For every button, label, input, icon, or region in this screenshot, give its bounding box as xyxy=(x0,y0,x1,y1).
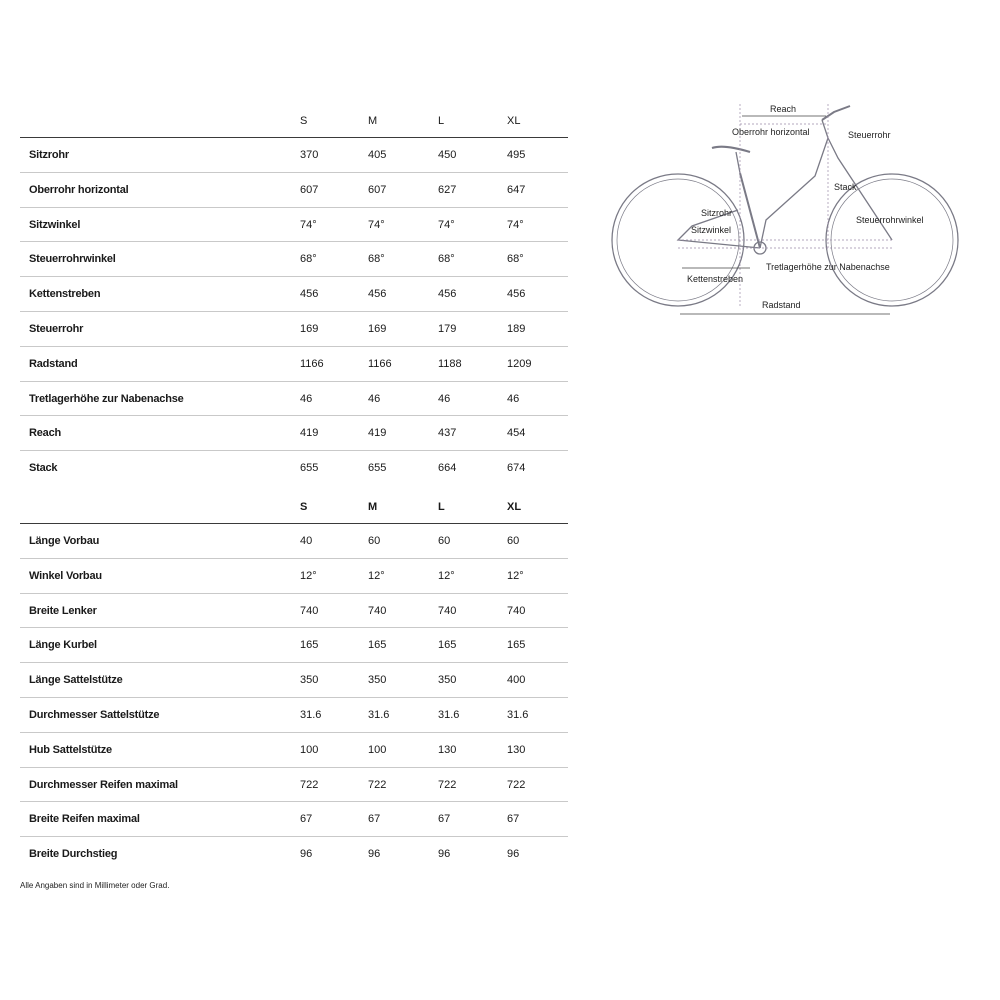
row-label: Breite Lenker xyxy=(29,604,97,617)
row-label: Breite Durchstieg xyxy=(29,848,118,861)
cell-m: 405 xyxy=(368,149,387,161)
table-row xyxy=(20,138,568,173)
cell-l: 722 xyxy=(438,778,457,791)
cell-xl: 74° xyxy=(507,218,524,231)
diagram-label-stack: Stack xyxy=(834,182,857,192)
cell-l: 627 xyxy=(438,183,457,196)
cell-s: 74° xyxy=(300,218,317,231)
table-row xyxy=(20,416,568,451)
size-header-l: L xyxy=(438,115,445,127)
saddle-post xyxy=(736,152,740,173)
cell-s: 40 xyxy=(300,535,313,547)
diagram-label-head-angle: Steuerrohrwinkel xyxy=(856,215,924,225)
diagram-label-chainstay: Kettenstreben xyxy=(687,274,744,284)
diagram-label-wheelbase: Radstand xyxy=(762,300,801,310)
cell-m: 607 xyxy=(368,183,387,196)
cell-m: 68° xyxy=(368,253,385,266)
cell-xl: 1209 xyxy=(507,357,532,370)
cell-m: 169 xyxy=(368,322,387,335)
cell-l: 60 xyxy=(438,535,451,547)
cell-s: 169 xyxy=(300,322,319,335)
size-header-s: S xyxy=(300,501,308,513)
size-header-s: S xyxy=(300,115,308,127)
table-row xyxy=(20,837,568,871)
diagram-label-bb-drop: Tretlagerhöhe zur Nabenachse xyxy=(766,262,890,272)
cell-m: 12° xyxy=(368,569,385,582)
cell-l: 179 xyxy=(438,322,457,335)
table-row xyxy=(20,347,568,382)
diagram-label-reach: Reach xyxy=(770,104,797,114)
row-label: Steuerrohrwinkel xyxy=(29,253,116,266)
cell-s: 67 xyxy=(300,813,313,826)
row-label: Breite Reifen maximal xyxy=(29,813,140,826)
cell-xl: 68° xyxy=(507,253,524,266)
frame-stem xyxy=(822,106,850,120)
cell-l: 664 xyxy=(438,462,457,475)
row-label: Oberrohr horizontal xyxy=(29,183,129,196)
row-label: Sitzrohr xyxy=(29,149,69,161)
cell-s: 456 xyxy=(300,288,319,301)
table-row xyxy=(20,594,568,629)
cell-l: 46 xyxy=(438,392,451,405)
row-label: Hub Sattelstütze xyxy=(29,743,112,756)
row-label: Reach xyxy=(29,427,62,440)
cell-m: 74° xyxy=(368,218,385,231)
table-row xyxy=(20,242,568,277)
table-row xyxy=(20,628,568,663)
table-row xyxy=(20,802,568,837)
size-header-xl: XL xyxy=(507,115,521,127)
cell-m: 655 xyxy=(368,462,387,475)
cell-xl: 400 xyxy=(507,674,526,687)
row-label: Kettenstreben xyxy=(29,288,101,301)
table-row xyxy=(20,733,568,768)
cell-xl: 31.6 xyxy=(507,708,529,721)
cell-xl: 454 xyxy=(507,427,526,440)
cell-xl: 165 xyxy=(507,639,526,652)
cell-m: 46 xyxy=(368,392,381,405)
frame-down-tube xyxy=(760,138,828,248)
cell-xl: 60 xyxy=(507,535,520,547)
cell-xl: 647 xyxy=(507,183,526,196)
diagram-label-seat-tube: Sitzrohr xyxy=(701,208,733,218)
components-table xyxy=(20,493,568,871)
cell-xl: 12° xyxy=(507,569,524,582)
table-row xyxy=(20,524,568,559)
table-row xyxy=(20,698,568,733)
size-header-xl: XL xyxy=(507,501,522,513)
cell-m: 67 xyxy=(368,813,381,826)
cell-m: 60 xyxy=(368,535,381,547)
cell-xl: 740 xyxy=(507,604,526,617)
row-label: Radstand xyxy=(29,357,78,370)
cell-xl: 495 xyxy=(507,149,526,161)
row-label: Durchmesser Reifen maximal xyxy=(29,778,178,791)
cell-m: 31.6 xyxy=(368,708,390,721)
cell-s: 607 xyxy=(300,183,319,196)
cell-xl: 456 xyxy=(507,288,526,301)
cell-l: 68° xyxy=(438,253,455,266)
size-header-m: M xyxy=(368,501,378,513)
table-row xyxy=(20,173,568,208)
cell-l: 350 xyxy=(438,674,457,687)
cell-l: 165 xyxy=(438,639,457,652)
bike-geometry-diagram xyxy=(600,98,980,328)
cell-s: 165 xyxy=(300,639,319,652)
row-label: Tretlagerhöhe zur Nabenachse xyxy=(29,392,184,405)
cell-m: 100 xyxy=(368,743,387,756)
cell-s: 419 xyxy=(300,427,319,440)
cell-l: 96 xyxy=(438,848,451,861)
row-label: Steuerrohr xyxy=(29,322,84,335)
cell-m: 165 xyxy=(368,639,387,652)
row-label: Länge Kurbel xyxy=(29,639,97,652)
cell-s: 370 xyxy=(300,149,319,161)
cell-m: 350 xyxy=(368,674,387,687)
cell-xl: 46 xyxy=(507,392,520,405)
cell-l: 450 xyxy=(438,149,457,161)
cell-xl: 96 xyxy=(507,848,520,861)
footnote: Alle Angaben sind in Millimeter oder Grad. xyxy=(20,881,170,890)
cell-m: 740 xyxy=(368,604,387,617)
cell-l: 67 xyxy=(438,813,451,826)
saddle xyxy=(712,147,750,152)
frame-headtube xyxy=(822,120,828,138)
table-row xyxy=(20,382,568,417)
cell-l: 74° xyxy=(438,218,455,231)
cell-s: 31.6 xyxy=(300,708,322,721)
cell-xl: 674 xyxy=(507,462,526,475)
table-row xyxy=(20,663,568,698)
cell-m: 1166 xyxy=(368,357,392,370)
row-label: Sitzwinkel xyxy=(29,218,81,231)
row-label: Stack xyxy=(29,462,58,475)
cell-s: 46 xyxy=(300,392,313,405)
cell-l: 740 xyxy=(438,604,457,617)
cell-m: 456 xyxy=(368,288,387,301)
cell-l: 456 xyxy=(438,288,457,301)
table-row xyxy=(20,768,568,803)
cell-s: 68° xyxy=(300,253,317,266)
row-label: Länge Sattelstütze xyxy=(29,674,123,687)
size-header-l: L xyxy=(438,501,445,513)
table-row xyxy=(20,277,568,312)
cell-s: 1166 xyxy=(300,357,324,370)
cell-m: 722 xyxy=(368,778,387,791)
cell-l: 130 xyxy=(438,743,457,756)
diagram-label-seat-angle: Sitzwinkel xyxy=(691,225,732,235)
cell-l: 12° xyxy=(438,569,455,582)
frame-seat-tube xyxy=(740,173,760,248)
cell-s: 350 xyxy=(300,674,319,687)
cell-xl: 130 xyxy=(507,743,526,756)
row-label: Durchmesser Sattelstütze xyxy=(29,708,160,721)
cell-xl: 189 xyxy=(507,322,526,335)
table-row xyxy=(20,451,568,485)
cell-xl: 67 xyxy=(507,813,520,826)
cell-xl: 722 xyxy=(507,778,526,791)
cell-m: 96 xyxy=(368,848,381,861)
diagram-label-head-tube: Steuerrohr xyxy=(848,130,891,140)
cell-s: 96 xyxy=(300,848,313,861)
table-row xyxy=(20,208,568,243)
cell-s: 740 xyxy=(300,604,319,617)
geometry-table xyxy=(20,107,568,485)
row-label: Winkel Vorbau xyxy=(29,569,102,582)
geometry-table-header xyxy=(20,107,568,138)
cell-s: 655 xyxy=(300,462,319,475)
cell-l: 31.6 xyxy=(438,708,460,721)
size-header-m: M xyxy=(368,115,378,127)
components-table-header xyxy=(20,493,568,524)
cell-l: 1188 xyxy=(438,357,462,370)
cell-s: 722 xyxy=(300,778,319,791)
cell-s: 12° xyxy=(300,569,317,582)
table-row xyxy=(20,559,568,594)
table-row xyxy=(20,312,568,347)
row-label: Länge Vorbau xyxy=(29,535,100,547)
cell-m: 419 xyxy=(368,427,387,440)
cell-s: 100 xyxy=(300,743,319,756)
cell-l: 437 xyxy=(438,427,457,440)
diagram-label-top-tube: Oberrohr horizontal xyxy=(732,127,810,137)
